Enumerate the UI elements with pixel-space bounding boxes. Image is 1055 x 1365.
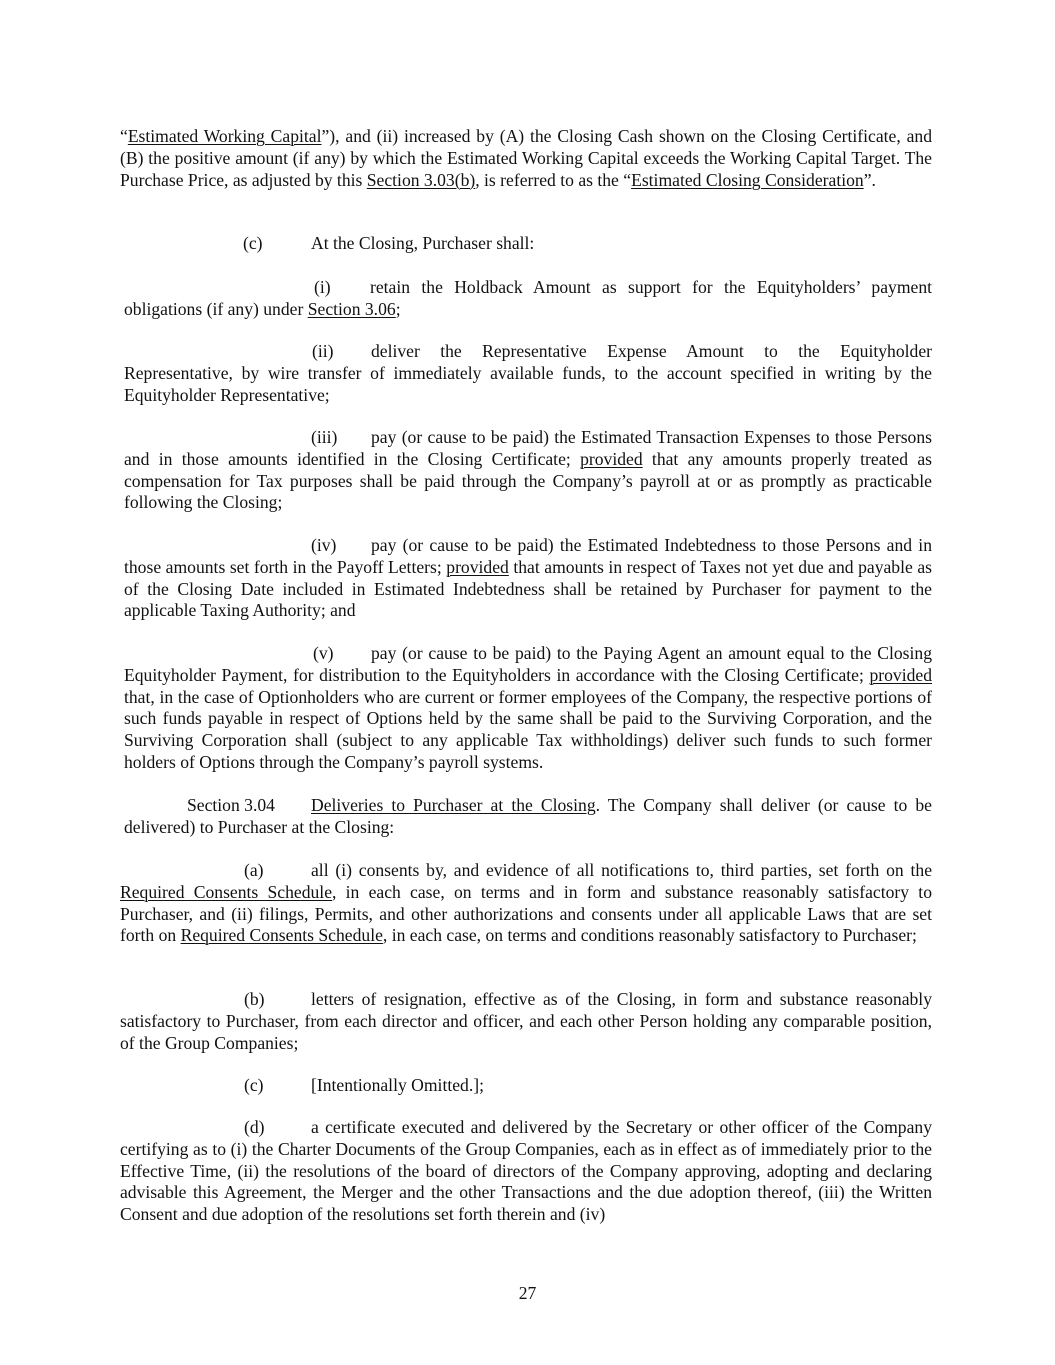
- section-heading: Deliveries to Purchaser at the Closing: [311, 795, 596, 815]
- paragraph-c-intentionally-omitted: (c) [Intentionally Omitted.];: [244, 1075, 484, 1095]
- clause-label: (iii): [311, 427, 338, 447]
- paragraph-a-consents: (a) all (i) consents by, and evidence of all notifications to, third parties, set forth on the Required Consents Schedule, in each case, on terms and in form and substance reasonably satisfactory to Purchaser, and (ii) filings, Permits, and other authorizations and consents under all applicable Laws that are set forth on Required Consents Schedule, in each case, on terms and conditions reasonably satisfactory to Purchaser;: [120, 860, 932, 946]
- paragraph-b-resignations: (b) letters of resignation, effective as of the Closing, in form and substance reasonably satisfactory to Purchaser, from each director and officer, and each other Person holding any comparable position, of the Group Companies;: [120, 989, 932, 1053]
- section-label: Section 3.04: [187, 795, 275, 815]
- underlined-provided: provided: [869, 664, 932, 685]
- underlined-provided: provided: [580, 448, 643, 469]
- clause-label: (d): [244, 1117, 265, 1137]
- paragraph-v-paying-agent: (v) pay (or cause to be paid) to the Paying Agent an amount equal to the Closing Equityholder Payment, for distribution to the Equityholders in accordance with the Closing Certificate; provided that, in the case of Optionholders who are current or former employees of the Company, the respective portions of such funds payable in respect of Options held by the same shall be paid to the Surviving Corporation, and the Surviving Corporation shall (subject to any applicable Tax withholdings) deliver such funds to such former holders of Options through the Company’s payroll systems.: [124, 643, 932, 772]
- clause-label: (iv): [311, 535, 337, 555]
- paragraph-estimated-closing-consideration: “Estimated Working Capital”), and (ii) increased by (A) the Closing Cash shown on the Closing Certificate, and (B) the positive amount (if any) by which the Estimated Working Capital exceeds the Working Capital Target. The Purchase Price, as adjusted by this Section 3.03(b), is referred to as the “Estimated Closing Consideration”.: [120, 126, 932, 190]
- paragraph-iii-transaction-expenses: (iii) pay (or cause to be paid) the Estimated Transaction Expenses to those Persons and in those amounts identified in the Closing Certificate; provided that any amounts properly treated as compensation for Tax purposes shall be paid through the Company’s payroll at or as promptly as practicable following the Closing;: [124, 427, 932, 513]
- paragraph-ii-representative-expense: (ii) deliver the Representative Expense Amount to the Equityholder Representative, by wire transfer of immediately available funds, to the account specified in writing by the Equityholder Representative;: [124, 341, 932, 405]
- clause-label: (b): [244, 989, 265, 1009]
- section-3-04-deliveries: Section 3.04 Deliveries to Purchaser at the Closing. The Company shall deliver (or cause to be delivered) to Purchaser at the Closing:: [124, 795, 932, 837]
- clause-label: (c): [244, 1075, 264, 1095]
- clause-label: (a): [244, 860, 264, 880]
- clause-label: (v): [313, 643, 334, 663]
- section-reference: Section 3.06: [307, 298, 396, 319]
- clause-label: (ii): [312, 341, 334, 361]
- paragraph-c-at-closing: (c) At the Closing, Purchaser shall:: [243, 233, 535, 253]
- paragraph-i-holdback: (i) retain the Holdback Amount as support for the Equityholders’ payment obligations (if any) under Section 3.06;: [124, 277, 932, 319]
- underlined-provided: provided: [446, 556, 509, 577]
- defined-term-estimated-working-capital: Estimated Working Capital: [127, 126, 322, 146]
- required-consents-schedule-reference: Required Consents Schedule: [120, 881, 332, 902]
- clause-label: (i): [314, 277, 331, 297]
- paragraph-d-secretary-certificate: (d) a certificate executed and delivered by the Secretary or other officer of the Company certifying as to (i) the Charter Documents of the Group Companies, each as in effect as of immediately prior to the Effective Time, (ii) the resolutions of the board of directors of the Company approving, adopting and declaring advisable this Agreement, the Merger and the other Transactions and the due adoption thereof, (iii) the Written Consent and due adoption of the resolutions set forth therein and (iv): [120, 1117, 932, 1225]
- paragraph-iv-indebtedness: (iv) pay (or cause to be paid) the Estimated Indebtedness to those Persons and in those amounts set forth in the Payoff Letters; provided that amounts in respect of Taxes not yet due and payable as of the Closing Date included in Estimated Indebtedness shall be retained by Purchaser for payment to the applicable Taxing Authority; and: [124, 535, 932, 621]
- defined-term-estimated-closing-consideration: Estimated Closing Consideration: [631, 169, 864, 190]
- clause-label: (c): [243, 233, 263, 253]
- required-consents-schedule-reference: Required Consents Schedule: [180, 925, 383, 946]
- page-number: 27: [518, 1283, 537, 1303]
- section-reference: Section 3.03(b): [366, 169, 476, 190]
